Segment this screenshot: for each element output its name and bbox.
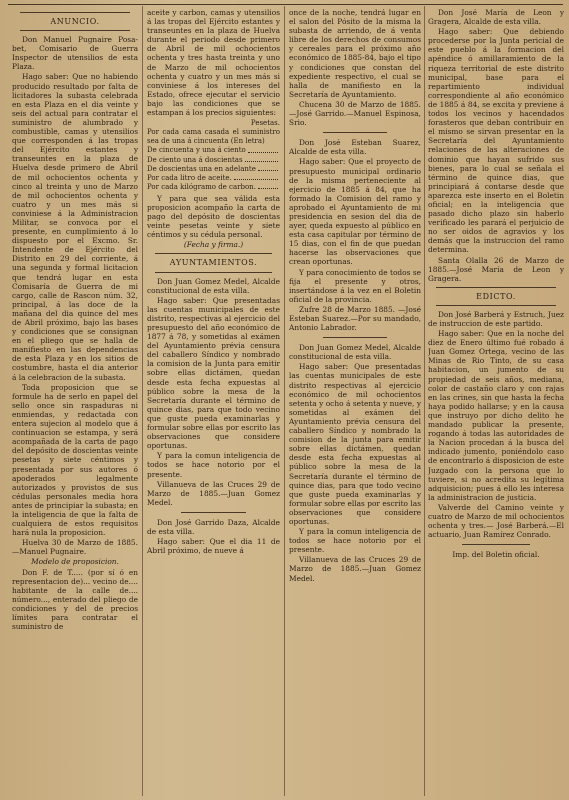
notice-paragraph: Y para la comun inteligencia de todos se hace notorio por el presente. bbox=[147, 451, 280, 479]
column-1 bbox=[12, 8, 138, 796]
separator-rule bbox=[462, 544, 530, 545]
section-rule bbox=[20, 30, 130, 31]
notice-signoff: Villanueva de las Cruces 29 de Marzo de 1885.—Juan Gomez Medel. bbox=[147, 479, 280, 507]
notice-paragraph: Hago saber: Que el proyecto de presupuesto municipal ordinario de la misma perteneciente al ejercicio de 1885 á 84, que ha formado la Comision del ramo y aprobado el Ayuntamiento de mi presidencia en sesion del dia de ayer, queda expuesto al público en esta casa capitular por término de 15 dias, con el fin de que puedan hacerse las observaciones que crean oportunas. bbox=[289, 157, 421, 267]
section-rule bbox=[436, 287, 556, 288]
price-row: Por cada litro de aceite. bbox=[147, 174, 280, 183]
section-rule bbox=[155, 253, 272, 254]
notice-intro: Don José Garrido Daza, Alcalde de esta villa. bbox=[147, 517, 280, 536]
notice-paragraph: Hago saber: Que debiendo procederse por la Junta pericial de este pueblo á la formacion del apéndice ó amillaramiento de la riqueza territorial de este distrito municipal, base para el repartimiento individual correspondiente al año económico de 1885 á 84, se excita y previene á todos los vecinos y hacendados forasteros que deban contribuir en el mismo se sirvan presentar en la Secretaría del Ayuntamiento relaciones de las alteraciones de dominio que hayan sufrido sus bienes, para lo cual se señala el término de quince dias, que principiará á contarse desde que aparezca este inserto en el Boletin oficial; en la inteligencia que pasado dicho plazo sin haberlo verificado les parará el perjuicio de no ser oidos de agravios y los demás que la instruccion del ramo determina. bbox=[428, 27, 564, 255]
price-row: De cincuenta y una á ciento bbox=[147, 146, 280, 155]
separator-rule bbox=[323, 337, 387, 338]
model-title: Modelo de proposicion. bbox=[31, 557, 119, 567]
section-rule bbox=[436, 305, 556, 306]
deposit-paragraph: Y para que sea válida esta proposicion acompaño la carta de pago del depósito de doscientas veinte pesetas veinte y siete céntimos y su cédula personal. bbox=[147, 193, 280, 240]
column-rule bbox=[284, 6, 285, 796]
notice-paragraph: Y para la comun inteligencia de todos se hace notorio por el presente. bbox=[289, 527, 421, 555]
separator-rule bbox=[323, 132, 387, 133]
price-row: Por cada cama casada el suministro sea de una á cincuenta (En letra) bbox=[147, 128, 280, 146]
notice-intro: Don Juan Gomez Medel, Alcalde constitucional de esta villa. bbox=[147, 276, 280, 295]
column-rule bbox=[142, 6, 143, 796]
notice-paragraph: Hago saber: Que presentadas las cuentas municipales de este distrito respectivas al ejercicio económico de mil ochocientos setenta y ocho á setenta y nueve, y sometidas al exámen del Ayuntamiento prévia censura del caballero Síndico y nombrado la comision de la junta para emitir sobre ellas dictámen, quedan desde esta fecha expuestas al público sobre la mesa de la Secretaría durante el término de quince dias, para que todo vecino que guste pueda examinarlas y formular sobre ellas por escrito las observaciones que considere oportunas. bbox=[289, 362, 421, 526]
notice-paragraph: Y para conocimiento de todos se fija el presente y otros, insertándose á la vez en el Boletin oficial de la provincia. bbox=[289, 267, 421, 304]
signature-line: (Fecha y firma.) bbox=[183, 240, 244, 250]
notice-paragraph: Toda proposicion que se formule ha de serlo en papel del sello once sin raspaduras ni enmiendas, y redactada con entera sujecion al modelo que á continuacion se estampa, y será acompañada de la carta de pago del depósito de doscientas veinte pesetas y siete céntimos y presentada por sus autores ó apoderados legalmente autorizados y provistos de sus cédulas personales media hora antes de principiar la subasta; en la inteligencia de que la falta de cualquiera de estos requisitos hará nula la proposicion. bbox=[12, 382, 138, 538]
notice-signoff: Valverde del Camino veinte y cuatro de Marzo de mil ochocientos ochenta y tres.— José Barberá.—El actuario, Juan Ramírez Conrado. bbox=[428, 502, 564, 540]
price-header: Pesetas. bbox=[250, 119, 280, 128]
column-3 bbox=[289, 8, 421, 796]
model-text: Don F. de T..... (por sí ó en representacion de)... vecino de.... habitante de la calle de.... número..., enterado del pliego de condiciones y del de precios límites para contratar el suministro de bbox=[12, 567, 138, 632]
notice-continuation: once de la noche, tendrá lugar en el salon del Pósito de la misma la subasta de arriendo, de á venta libre de los derechos de consumos y cereales para el próximo año económico de 1885-84, bajo el tipo y condiciones que constan del expediente respectivo, el cual se halla de manifiesto en la Secretaría de Ayuntamiento. bbox=[289, 8, 421, 99]
section-rule bbox=[155, 272, 272, 273]
notice-intro: Don José Esteban Suarez, Alcalde de esta villa. bbox=[289, 138, 421, 157]
notice-intro: Don José María de Leon y Gragera, Alcalde de esta villa. bbox=[428, 8, 564, 27]
separator-rule bbox=[181, 512, 246, 513]
notice-intro: Don José Barberá y Estruch, Juez de instruccion de este partido. bbox=[428, 309, 564, 328]
notice-paragraph: Hago saber: Que no habiendo producido resultado por falta de licitadores la subasta celebrada en esta Plaza en el dia veinte y seis del actual para contratar el suministro de alumbrado y combustible, camas y utensilios que corresponden á las tropas del Ejército estantes y transeuntes en la plaza de Huelva desde primero de Abril de mil ochocientos ochenta y cinco al treinta y uno de Marzo de mil ochocientos ochenta y cuatro y un mes más si conviniese á la Administracion Militar, se convoca por el presente, en cumplimiento á lo dispuesto por el Excmo. Sr. Intendente de Ejército del Distrito en 29 del corriente, á una segunda y formal licitacion que tendrá lugar en esta Comisaría de Guerra de mi cargo, calle de Rascon núm. 32, principal, á las doce de la mañana del dia quince del mes de Abril próximo, bajo las bases y condiciones que se consignan en el pliego que se halla de manifiesto en las dependencias de esta Plaza y en los sitios de costumbre, hasta el dia anterior á la celebracion de la subasta. bbox=[12, 72, 138, 382]
price-row: De ciento una á doscientas bbox=[147, 156, 280, 165]
notice-intro: Don Juan Gomez Medel, Alcalde constitucional de esta villa. bbox=[289, 343, 421, 362]
notice-intro: Don Manuel Pugnaire Posa-bet, Comisario de Guerra Inspector de utensilios de esta Plaza. bbox=[12, 35, 138, 72]
notice-signoff: Huelva 30 de Marzo de 1885.—Manuel Pugnaire. bbox=[12, 538, 138, 557]
notice-signoff: Santa Olalla 26 de Marzo de 1885.—José María de Leon y Gragera. bbox=[428, 255, 564, 283]
printer-footer: Imp. del Boletin oficial. bbox=[452, 550, 540, 560]
price-table bbox=[147, 119, 280, 192]
section-heading-ayuntamientos: AYUNTAMIENTOS. bbox=[169, 258, 258, 268]
section-heading-edicto: EDICTO. bbox=[476, 291, 516, 301]
column-2 bbox=[147, 8, 280, 796]
top-rule bbox=[8, 4, 563, 5]
section-rule bbox=[20, 12, 130, 13]
price-row: Por cada kilógramo de carbon. bbox=[147, 183, 280, 192]
column-rule bbox=[424, 6, 425, 796]
notice-paragraph: Hago saber: Que en la noche del diez de Enero último fué robado á Juan Gomez Ortega, vecino de las Minas de Rio Tinto, de su casa habitacion, un jumento de su propiedad de seis años, mediana, color de castaño claro y con rajas en las crines, sin que hasta la fecha haya podido hallarse; y en la causa que instruyo por dicho delito he mandado publicar la presente, rogando á todas las autoridades de la Nacion procedan á la busca del indicado jumento, poniéndolo caso de encontrarlo á disposicion de este Juzgado con la persona que lo tuviere, si no acredita su legítima adquisicion; pues á ello les interesa la administracion de justicia. bbox=[428, 329, 564, 502]
notice-signoff: Chucena 30 de Marzo de 1885.—José Garrido.—Manuel Espinosa, Srio. bbox=[289, 99, 421, 128]
notice-signoff: Zufre 28 de Marzo 1885. —José Esteban Suarez.—Por su mandado, Antonio Labrador. bbox=[289, 304, 421, 333]
notice-paragraph: Hago saber: Que el dia 11 de Abril próximo, de nueve á bbox=[147, 537, 280, 556]
notice-signoff: Villanueva de las Cruces 29 de Marzo de 1885.—Juan Gomez Medel. bbox=[289, 555, 421, 583]
column-4 bbox=[428, 8, 564, 796]
notice-paragraph: Hago saber: Que presentadas las cuentas municipales de este distrito, respectivas al ejercicio del presupuesto del año económico de 1877 á 78, y sometidas al exámen del Ayuntamiento prévia censura del caballero Síndico y nombrado la comision de la Junta para emitir sobre ellas dictámen, quedan desde esta fecha expuestas al público sobre la mesa de la Secretaría durante el término de quince dias, para que todo vecino que guste pueda examinarlas y formular sobre ellas por escrito las observaciones que considere oportunas. bbox=[147, 295, 280, 451]
model-continuation: aceite y carbon, camas y utensilios á las tropas del Ejército estantes y transeuntes en la plaza de Huelva durante el periodo desde primero de Abril de mil ochocientos ochenta y tres hasta treinta y uno de Marzo de mil ochocientos ochenta y cuatro y un mes más si conviniese á los intereses del Estado, ofrece ejecutar el servicio bajo las condiciones que se estampan á los precios siguientes: bbox=[147, 8, 280, 118]
section-heading-anuncio: ANUNCIO. bbox=[50, 17, 100, 26]
price-row: De doscientas una en adelante bbox=[147, 165, 280, 174]
